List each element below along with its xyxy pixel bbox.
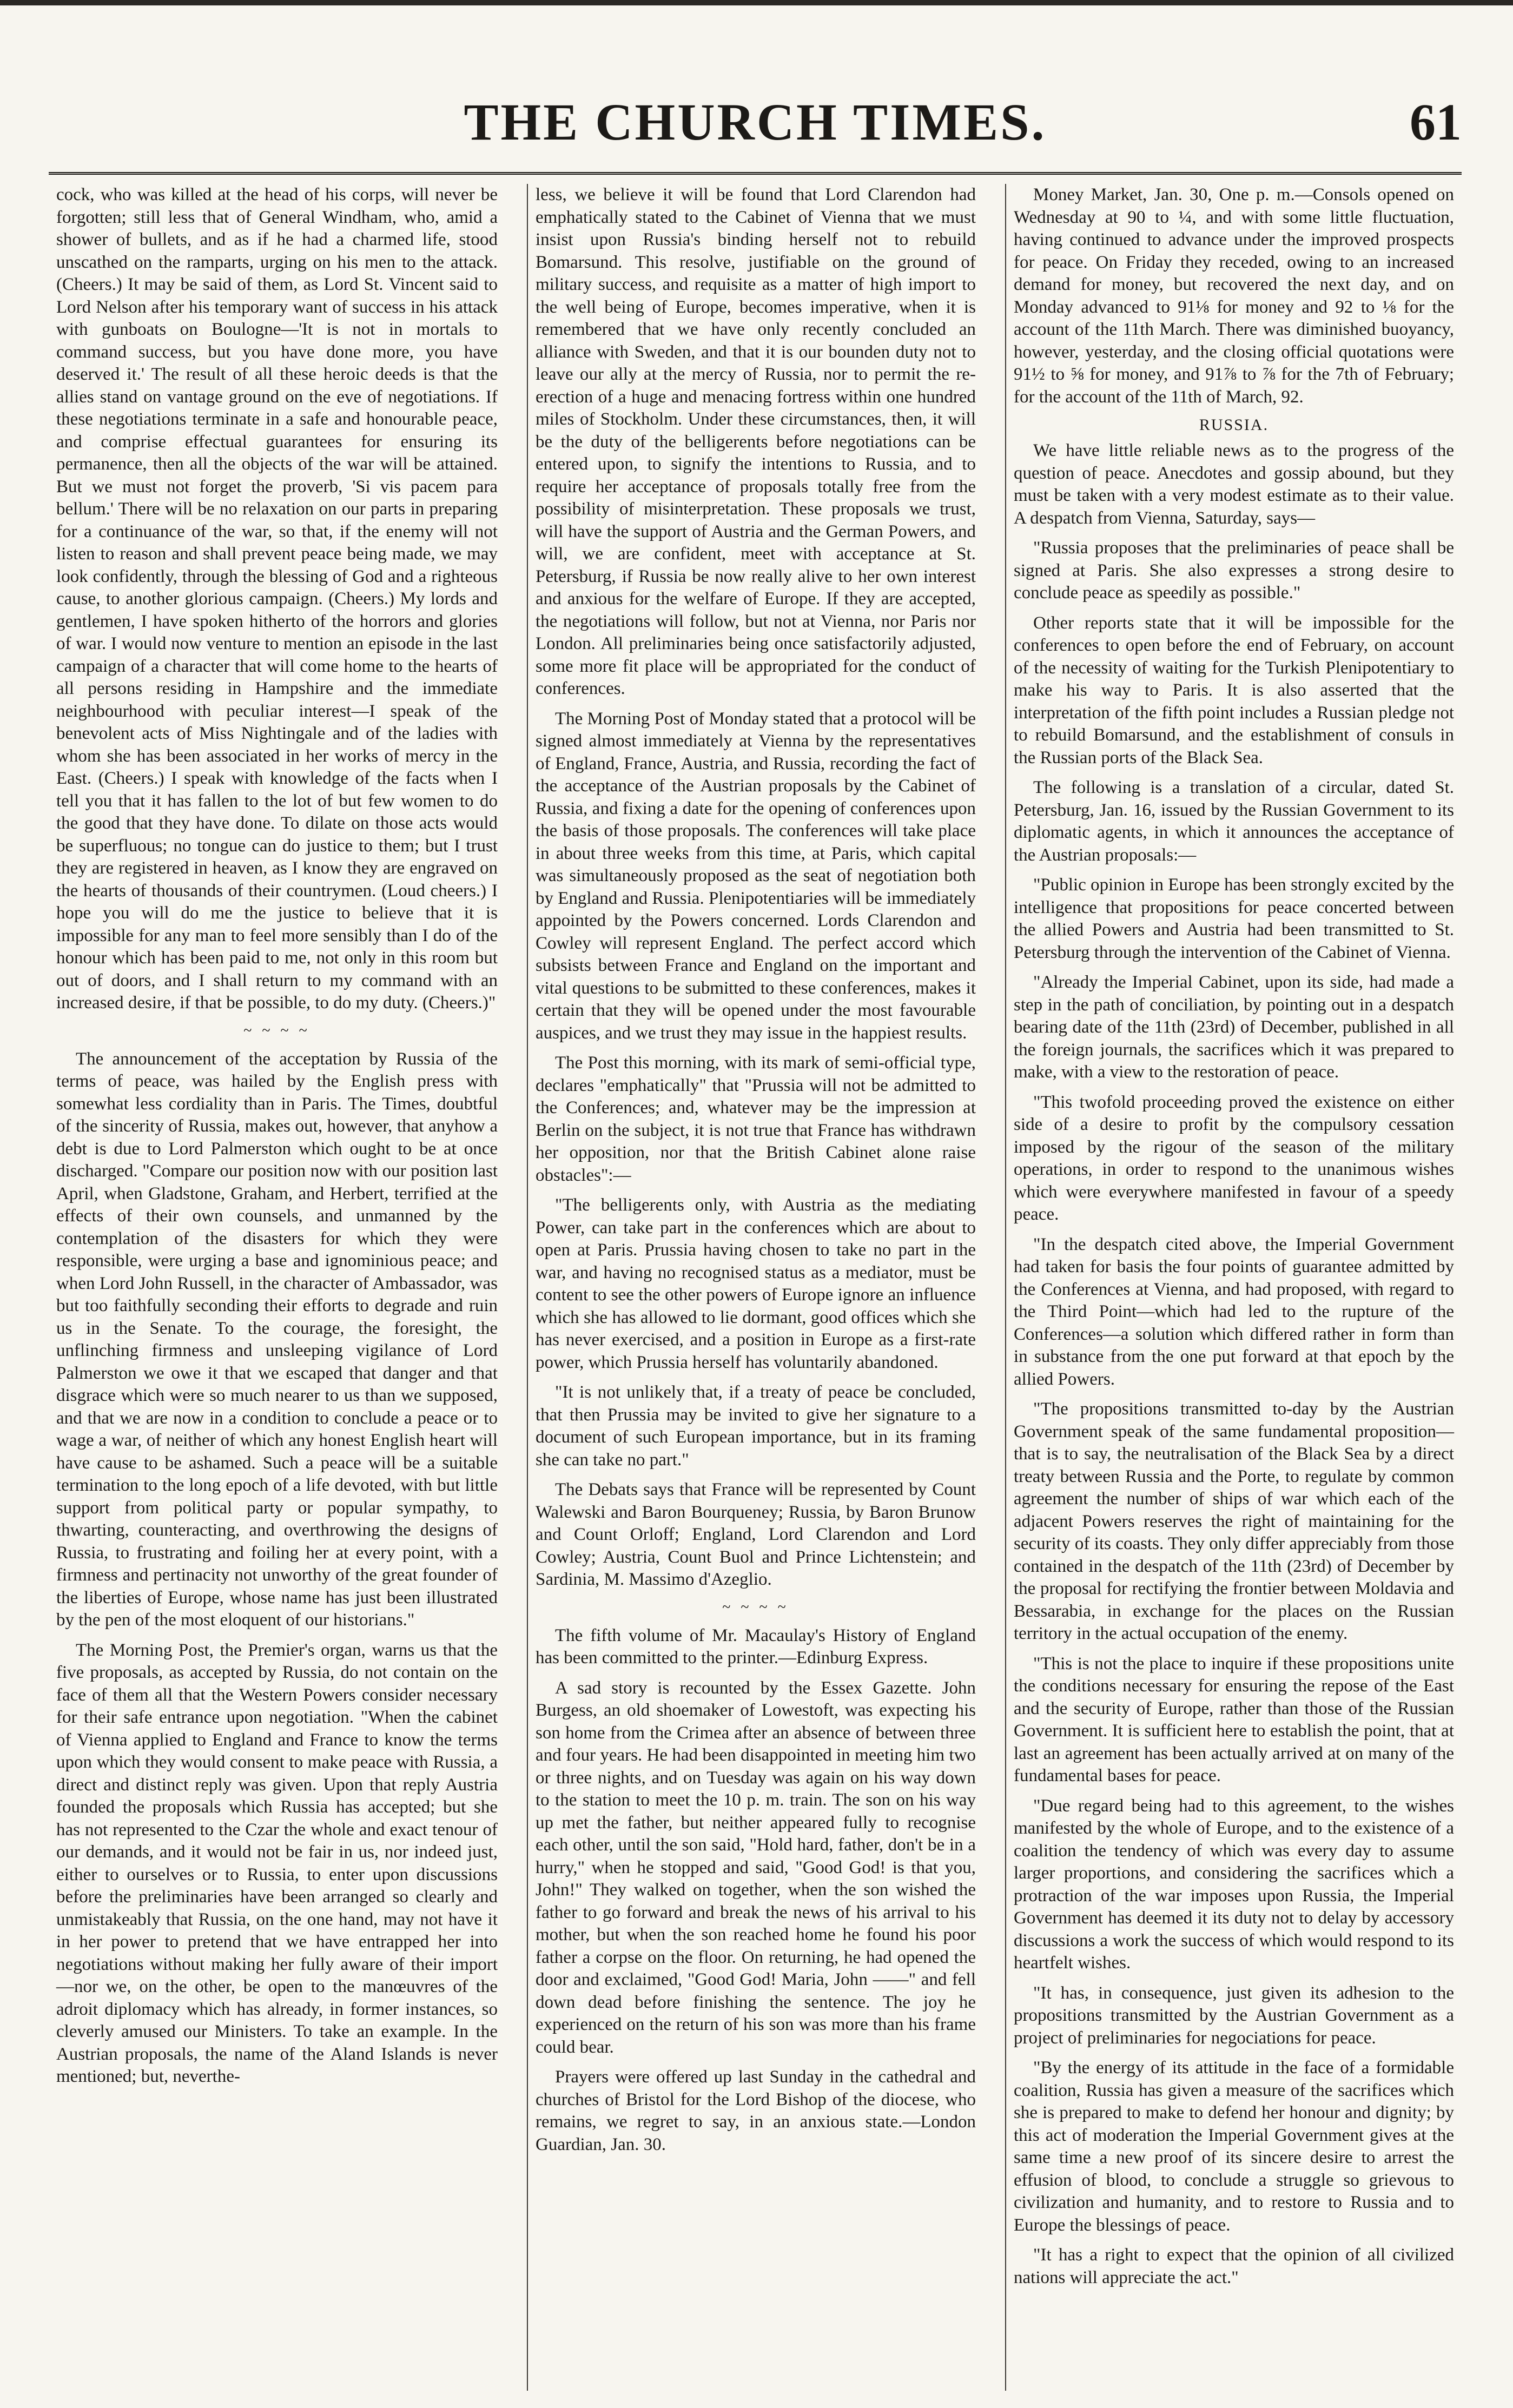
- paragraph: The Debats says that France will be represented by Count Walewski and Baron Bourqueney; Russia, by Baron Brunow and Count Orloff; England, Lord Clarendon and Lord Cowley; Austria, Count Buol and Prince Lichtenstein; and Sardinia, M. Massimo d'Azeglio.: [536, 1480, 976, 1589]
- paragraph: cock, who was killed at the head of his corps, will never be forgotten; still less that of General Windham, who, amid a shower of bullets, and as if he had a charmed life, stood unscathed on the ramparts, urging on his men to the attack. (Cheers.) It may be said of them, as Lord St. Vincent said to Lord Nelson after his temporary want of success in his attack with gunboats on Boulogne—'It is not in mortals to command success, but you have done more, you have deserved it.' The result of all these heroic deeds is that the allies stand on vantage ground on the eve of negotiations. If these negotiations terminate in a safe and honourable peace, and comprise effectual guarantees for ensuring its permanence, then all the objects of the war will be attained. But we must not forget the proverb, 'Si vis pacem para bellum.' There will be no relaxation on our parts in preparing for a continuance of the war, so that, if the enemy will not listen to reason and shall prevent peace being made, we may look confidently, through the blessing of God and a righteous cause, to another glorious campaign. (Cheers.) My lords and gentlemen, I have spoken hitherto of the horrors and glories of war. I would now venture to mention an episode in the last campaign of a character that will come home to the hearts of all persons residing in Hampshire and the immediate neighbourhood with peculiar interest—I speak of the benevolent acts of Miss Nightingale and of the ladies with whom she has been associated in her works of mercy in the East. (Cheers.) I speak with knowledge of the facts when I tell you that it has fallen to the lot of but few women to do the good that they have done. To dilate on those acts would be superfluous; no tongue can do justice to them; but I trust they are registered in heaven, as I know they are engraved on the hearts of thousands of their countrymen. (Loud cheers.) I hope you will do me the justice to believe that it is impossible for any man to feel more sensibly than I do of the honour which has been paid to me, not only in this room but out of doors, and I shall return to my command with an increased desire, if that be possible, to do my duty. (Cheers.)": [56, 185, 498, 1013]
- paragraph: We have little reliable news as to the progress of the question of peace. Anecdotes and gossip abound, but they must be taken with a very modest estimate as to their value. A despatch from Vienna, Saturday, says—: [1014, 441, 1454, 528]
- paragraph: "Due regard being had to this agreement, to the wishes manifested by the whole of Europe, and to the existence of a coalition the tendency of which was every day to assume larger proportions, and considering the sacrifices which a protraction of the war imposes upon Russia, the Imperial Government has deemed it its duty not to delay by accessory discussions a work the success of which would respond to its heartfelt wishes.: [1014, 1796, 1454, 1973]
- paragraph: "By the energy of its attitude in the face of a formidable coalition, Russia has given a measure of the sacrifices which she is prepared to make to defend her honour and dignity; by this act of moderation the Imperial Government gives at the same time a new proof of its sincere desire to arrest the effusion of blood, to conclude a struggle so grievous to civilization and humanity, and to restore to Russia and to Europe the blessings of peace.: [1014, 2058, 1454, 2235]
- paragraph: The Morning Post of Monday stated that a protocol will be signed almost immediately at Vienna by the representatives of England, France, Austria, and Russia, recording the fact of the acceptance of the Austrian proposals by the Cabinet of Russia, and fixing a date for the opening of conferences upon the basis of those proposals. The conferences will take place in about three weeks from this time, at Paris, which capital was simultaneously proposed as the seat of negotiation both by England and Russia. Plenipotentiaries will be immediately appointed by the Powers concerned. Lords Clarendon and Cowley will represent England. The perfect accord which subsists between France and England on the important and vital questions to be submitted to these conferences, makes it certain that they will be opened under the most favourable auspices, and we trust they may issue in the happiest results.: [536, 709, 976, 1043]
- masthead-rule: [49, 172, 1462, 177]
- paragraph: "This twofold proceeding proved the existence on either side of a desire to profit by the compulsory cessation imposed by the rigour of the season of the military operations, in order to respond to the unanimous wishes which were everywhere manifested in favour of a speedy peace.: [1014, 1092, 1454, 1224]
- paragraph: "The propositions transmitted to-day by the Austrian Government speak of the same fundamental proposition—that is to say, the neutralisation of the Black Sea by a direct treaty between Russia and the Porte, to regulate by common agreement the number of ships of war which each of the adjacent Powers reserves the right of maintaining for the security of its coasts. They only differ appreciably from those contained in the despatch of the 11th (23rd) of December by the proposal for rectifying the frontier between Moldavia and Bessarabia, in exchange for the places on the Russian territory in the actual occupation of the enemy.: [1014, 1399, 1454, 1643]
- paragraph: Money Market, Jan. 30, One p. m.—Consols opened on Wednesday at 90 to ¼, and with some little fluctuation, having continued to advance under the improved prospects for peace. On Friday they receded, owing to an increased demand for money, but recovered the next day, and on Monday advanced to 91⅛ for money and 92 to ⅛ for the account of the 11th March. There was diminished buoyancy, however, yesterday, and the closing official quotations were 91½ to ⅝ for money, and 91⅞ to ⅞ for the 7th of February; for the account of the 11th of March, 92.: [1014, 185, 1454, 407]
- paragraph: The announcement of the acceptation by Russia of the terms of peace, was hailed by the English press with somewhat less cordiality than in Paris. The Times, doubtful of the sincerity of Russia, makes out, however, that anyhow a debt is due to Lord Palmerston which ought to be at once discharged. "Compare our position now with our position last April, when Gladstone, Graham, and Herbert, terrified at the effects of their own counsels, and unmanned by the contemplation of the disasters for which they were responsible, were urging a base and ignominious peace; and when Lord John Russell, in the character of Ambassador, was but too faithfully seconding their efforts to degrade and ruin us in the Senate. To the courage, the foresight, the unflinching firmness and unsleeping vigilance of Lord Palmerston we owe it that we escaped that danger and that disgrace which were so much nearer to us than we supposed, and that we are now in a condition to conclude a peace or to wage a war, of neither of which any honest English heart will have cause to be ashamed. Such a peace will be a suitable termination to the long epoch of a life devoted, with but little support from political party or popular sympathy, to thwarting, counteracting, and overthrowing the designs of Russia, to frustrating and foiling her at every point, with a firmness and pertinacity not unworthy of the great founder of the liberties of Europe, whose name has just been illustrated by the pen of the most eloquent of our historians.": [56, 1049, 498, 1630]
- paragraph: "It is not unlikely that, if a treaty of peace be concluded, that then Prussia may be invited to give her signature to a document of such European importance, but in its framing she can take no part.": [536, 1382, 976, 1470]
- paragraph: "Already the Imperial Cabinet, upon its side, had made a step in the path of conciliation, by pointing out in a despatch bearing date of the 11th (23rd) of December, published in all the foreign journals, the sacrifices which it was prepared to make, with a view to the restoration of peace.: [1014, 973, 1454, 1082]
- paragraph: less, we believe it will be found that Lord Clarendon had emphatically stated to the Cabinet of Vienna that we must insist upon Russia's binding herself not to rebuild Bomarsund. This resolve, justifiable on the ground of military success, and requisite as a matter of high import to the well being of Europe, becomes imperative, when it is remembered that we have only recently concluded an alliance with Sweden, and that it is our bounden duty not to leave our ally at the mercy of Russia, nor to permit the re-erection of a huge and menacing fortress within one hundred miles of Stockholm. Under these circumstances, then, it will be the duty of the belligerents before negotiations can be entered upon, to signify the intentions to Russia, and to require her acceptance of proposals totally free from the possibility of misinterpretation. These proposals we trust, will have the support of Austria and the German Powers, and will, we are confident, meet with acceptance at St. Petersburg, if Russia be now really alive to her own interest and anxious for the welfare of Europe. If they are accepted, the negotiations will follow, but not at Vienna, nor Paris nor London. All preliminaries being once satisfactorily adjusted, some more fit place will be appropriated for the conduct of conferences.: [536, 185, 976, 698]
- newspaper-title: THE CHURCH TIMES.: [464, 93, 1047, 151]
- paragraph: The Morning Post, the Premier's organ, warns us that the five proposals, as accepted by Russia, do not contain on the face of them all that the Western Powers consider necessary for their safe entrance upon negotiation. "When the cabinet of Vienna applied to England and France to know the terms upon which they would consent to make peace with Russia, a direct and distinct reply was given. Upon that reply Austria founded the proposals which Russia has accepted; but she has not represented to the Czar the whole and exact tenour of our demands, and it would not be fair in us, nor indeed just, either to ourselves or to Russia, to enter upon discussions before the preliminaries have been arranged so clearly and unmistakeably that Russia, on the one hand, may not have it in her power to pretend that we have entrapped her into negotiations without making her fully aware of their import—nor we, on the other, be open to the manœuvres of the adroit diplomacy which has already, in former instances, so cleverly amused our Ministers. To take an example. In the Austrian proposals, the name of the Aland Islands is never mentioned; but, neverthe-: [56, 1640, 498, 2086]
- paragraph: "Public opinion in Europe has been strongly excited by the intelligence that propositions for peace concerted between the allied Powers and Austria had been transmitted to St. Petersburg through the intervention of the Cabinet of Vienna.: [1014, 875, 1454, 962]
- paragraph: A sad story is recounted by the Essex Gazette. John Burgess, an old shoemaker of Lowestoft, was expecting his son home from the Crimea after an absence of between three and four years. He had been disappointed in meeting him two or three nights, and on Tuesday was again on his way down to the station to meet the 10 p. m. train. The son on his way up met the father, but neither appeared fully to recognise each other, until the son said, "Hold hard, father, don't be in a hurry," when he stopped and said, "Good God! is that you, John!" They walked on together, when the son wished the father to go forward and break the news of his arrival to his mother, but when the son reached home he found his poor father a corpse on the floor. On returning, he had opened the door and exclaimed, "Good God! Maria, John ——" and fell down dead before finishing the sentence. The joy he experienced on the return of his son was more than his frame could bear.: [536, 1678, 976, 2057]
- section-divider: ~ ~ ~ ~: [243, 1022, 310, 1039]
- paragraph: Other reports state that it will be impossible for the conferences to open before the end of February, on account of the necessity of waiting for the Turkish Plenipotentiary to make his way to Paris. It is also asserted that the interpretation of the fifth point includes a Russian pledge not to rebuild Bomarsund, and the establishment of consuls in the Russian ports of the Black Sea.: [1014, 613, 1454, 768]
- paragraph: "In the despatch cited above, the Imperial Government had taken for basis the four points of guarantee admitted by the Conferences at Vienna, and had proposed, with regard to the Third Point—which had led to the rupture of the Conferences—a solution which differed rather in form than in substance from the one put forward at that epoch by the allied Powers.: [1014, 1234, 1454, 1389]
- column-right: [1005, 184, 1462, 2391]
- paragraph: "This is not the place to inquire if these propositions unite the conditions necessary for ensuring the repose of the East and the security of Europe, rather than those of the Russian Government. It is sufficient here to establish the point, that at last an agreement has been actually arrived at on many of the fundamental bases for peace.: [1014, 1653, 1454, 1785]
- paragraph: "Russia proposes that the preliminaries of peace shall be signed at Paris. She also expresses a strong desire to conclude peace as speedily as possible.": [1014, 538, 1454, 603]
- masthead: [49, 81, 1462, 157]
- paragraph: "It has, in consequence, just given its adhesion to the propositions transmitted by the Austrian Government as a project of preliminaries for negociations for peace.: [1014, 1983, 1454, 2048]
- paragraph: "The belligerents only, with Austria as the mediating Power, can take part in the conferences which are about to open at Paris. Prussia having chosen to take no part in the war, and having no recognised status as a mediator, must be content to see the other powers of Europe ignore an influence which she has allowed to lie dormant, good offices which she has never exercised, and a position in Europe as a first-rate power, which Prussia herself has voluntarily abandoned.: [536, 1195, 976, 1372]
- column-left: [49, 184, 505, 2391]
- paragraph: The following is a translation of a circular, dated St. Petersburg, Jan. 16, issued by the Russian Government to its diplomatic agents, in which it announces the acceptance of the Austrian proposals:—: [1014, 778, 1454, 865]
- paragraph: Prayers were offered up last Sunday in the cathedral and churches of Bristol for the Lord Bishop of the diocese, who remains, we regret to say, in an anxious state.—London Guardian, Jan. 30.: [536, 2067, 976, 2154]
- paragraph: The Post this morning, with its mark of semi-official type, declares "emphatically" that "Prussia will not be admitted to the Conferences; and, whatever may be the impression at Berlin on the subject, it is not true that France has withdrawn her opposition, nor that the British Cabinet alone raise obstacles":—: [536, 1053, 976, 1185]
- paragraph: The fifth volume of Mr. Macaulay's History of England has been committed to the printer.—Edinburg Express.: [536, 1625, 976, 1668]
- page-number: 61: [1410, 93, 1462, 151]
- article-columns: [49, 184, 1462, 2391]
- top-border-rule: [0, 0, 1513, 5]
- column-middle: [527, 184, 983, 2391]
- section-heading: RUSSIA.: [1199, 416, 1269, 434]
- paragraph: "It has a right to expect that the opinion of all civilized nations will appreciate the act.": [1014, 2245, 1454, 2287]
- section-divider: ~ ~ ~ ~: [722, 1598, 789, 1616]
